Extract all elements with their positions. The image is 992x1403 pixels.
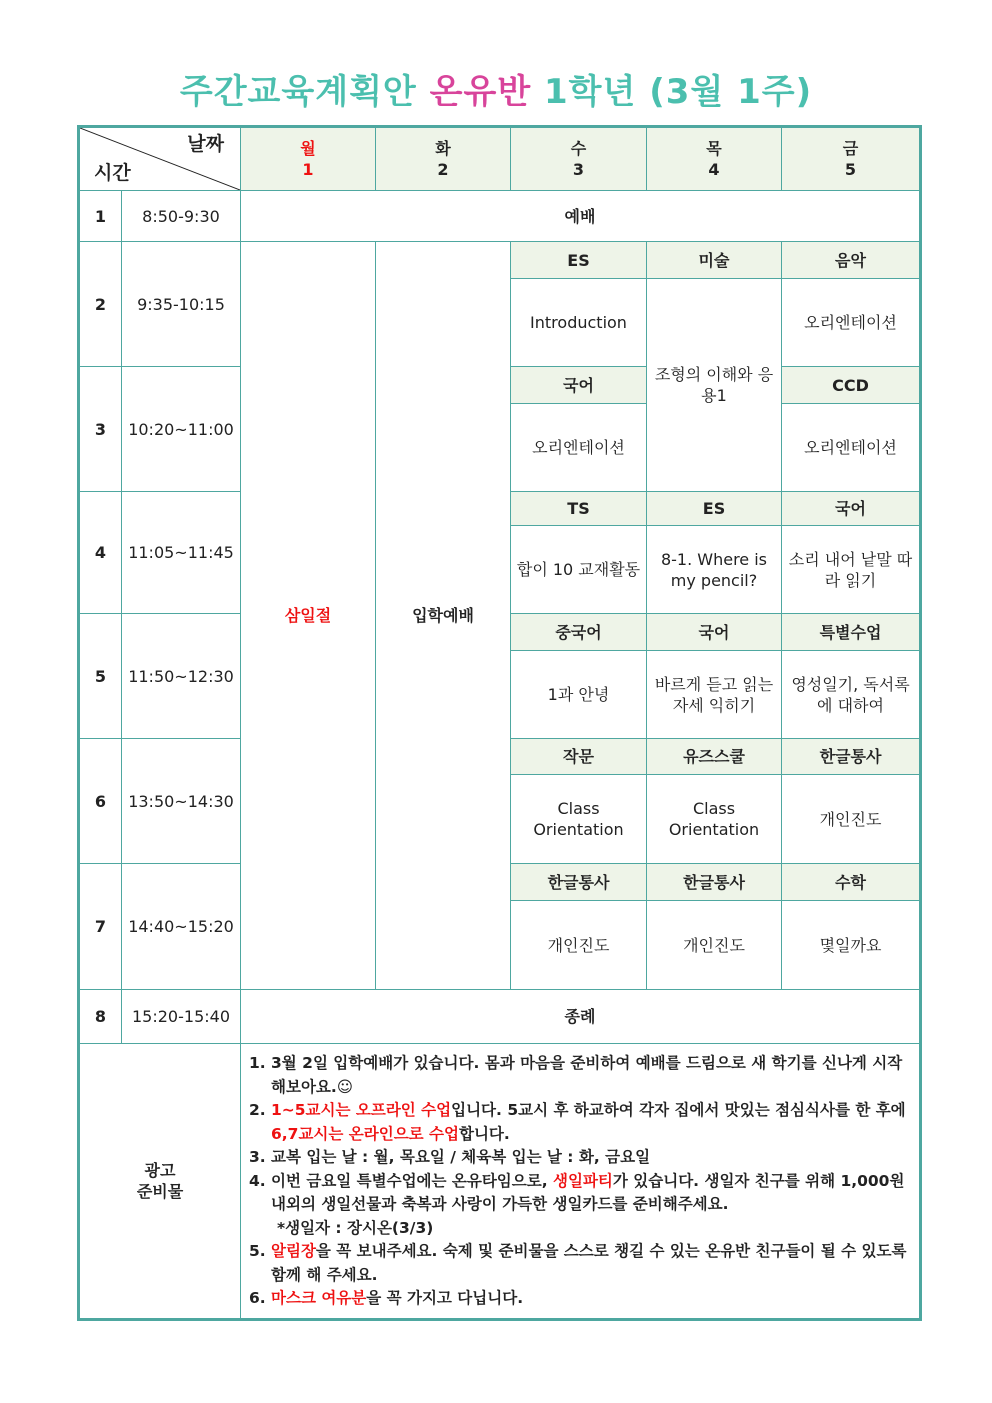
subject-label: 유즈스쿨 bbox=[647, 739, 782, 775]
header-day-wed bbox=[511, 127, 647, 191]
notes-row bbox=[79, 1044, 921, 1320]
period-number: 1 bbox=[79, 191, 122, 242]
day-name: 화 bbox=[435, 139, 451, 158]
day-date: 5 bbox=[844, 160, 857, 179]
notice-item: 4. 이번 금요일 특별수업에는 온유타임으로, 생일파티가 있습니다. 생일자 친구를 위해 1,000원 내외의 생일선물과 축복과 사랑이 가득한 생일카드를 준비해주세요. *생일자 : 장시온(3/3) bbox=[249, 1171, 905, 1237]
title-plan: 주간교육계획안 bbox=[179, 72, 417, 112]
day-name: 금 bbox=[842, 139, 859, 158]
header-day-thu bbox=[647, 127, 782, 191]
subject-label: 한글통사 bbox=[647, 864, 782, 901]
lesson-content: 개인진도 bbox=[782, 775, 921, 864]
lesson-content: 오리엔테이션 bbox=[782, 279, 921, 367]
day-name: 수 bbox=[570, 139, 587, 158]
period-number: 5 bbox=[79, 614, 122, 739]
day-date: 2 bbox=[437, 160, 449, 179]
lesson-content: Class Orientation bbox=[511, 775, 647, 864]
lesson-content: 1과 안녕 bbox=[511, 651, 647, 739]
period-time: 8:50-9:30 bbox=[122, 191, 241, 242]
period-row-8 bbox=[79, 990, 921, 1044]
monday-holiday-cell: 삼일절 bbox=[241, 242, 376, 990]
period-time: 13:50~14:30 bbox=[122, 739, 241, 864]
header-day-mon bbox=[241, 127, 376, 191]
header-day-tue bbox=[376, 127, 511, 191]
subject-label: 작문 bbox=[511, 739, 647, 775]
subject-label: 국어 bbox=[511, 367, 647, 404]
title-class: 온유반 bbox=[429, 72, 532, 112]
day-date: 3 bbox=[572, 160, 585, 179]
lesson-content: 8-1. Where is my pencil? bbox=[647, 526, 782, 614]
subject-label: 한글통사 bbox=[511, 864, 647, 901]
lesson-content: 개인진도 bbox=[647, 901, 782, 990]
corner-time-label: 시간 bbox=[94, 162, 131, 184]
lesson-content: 오리엔테이션 bbox=[782, 404, 921, 492]
subject-label: ES bbox=[511, 242, 647, 279]
lesson-content: 소리 내어 낱말 따라 읽기 bbox=[782, 526, 921, 614]
period-number: 7 bbox=[79, 864, 122, 990]
birthday-note: *생일자 : 장시온(3/3) bbox=[277, 1218, 434, 1237]
notice-item: 1. 3월 2일 입학예배가 있습니다. 몸과 마음을 준비하여 예배를 드림으로 새 학기를 신나게 시작해보아요.☺ bbox=[249, 1054, 903, 1096]
subject-label: ES bbox=[647, 492, 782, 526]
lesson-content: Class Orientation bbox=[647, 775, 782, 864]
notes-label-supplies: 준비물 bbox=[136, 1182, 184, 1201]
subject-label: 음악 bbox=[782, 242, 921, 279]
tuesday-ceremony-cell: 입학예배 bbox=[376, 242, 511, 990]
corner-date-label: 날짜 bbox=[187, 133, 224, 155]
lesson-content: 영성일기, 독서록에 대하여 bbox=[782, 651, 921, 739]
notes-label bbox=[79, 1044, 241, 1320]
day-date: 1 bbox=[302, 160, 314, 179]
page-title bbox=[0, 64, 992, 113]
period-number: 3 bbox=[79, 367, 122, 492]
period-number: 6 bbox=[79, 739, 122, 864]
lesson-content: 몇일까요 bbox=[782, 901, 921, 990]
period-time: 15:20-15:40 bbox=[122, 990, 241, 1044]
notice-item: 2. 1~5교시는 오프라인 수업입니다. 5교시 후 하교하여 각자 집에서 맛있는 점심식사를 한 후에 6,7교시는 온라인으로 수업합니다. bbox=[249, 1101, 906, 1143]
lesson-content: Introduction bbox=[511, 279, 647, 367]
subject-label: 한글통사 bbox=[782, 739, 921, 775]
notice-item: 3. 교복 입는 날 : 월, 목요일 / 체육복 입는 날 : 화, 금요일 bbox=[249, 1148, 651, 1166]
dismissal-cell: 종례 bbox=[241, 990, 921, 1044]
subject-label: CCD bbox=[782, 367, 921, 404]
notice-item: 6. 마스크 여유분을 꼭 가지고 다닙니다. bbox=[249, 1289, 524, 1307]
title-grade-week: 1학년 (3월 1주) bbox=[544, 72, 813, 112]
lesson-content: 조형의 이해와 응용1 bbox=[647, 279, 782, 492]
period-time: 14:40~15:20 bbox=[122, 864, 241, 990]
notes-content bbox=[241, 1044, 921, 1320]
subject-label: 미술 bbox=[647, 242, 782, 279]
period-time: 10:20~11:00 bbox=[122, 367, 241, 492]
subject-label: 국어 bbox=[782, 492, 921, 526]
notice-item: 5. 알림장을 꼭 보내주세요. 숙제 및 준비물을 스스로 챙길 수 있는 온유반 친구들이 될 수 있도록 함께 해 주세요. bbox=[249, 1242, 907, 1284]
period-time: 11:05~11:45 bbox=[122, 492, 241, 614]
period-time: 11:50~12:30 bbox=[122, 614, 241, 739]
day-name: 목 bbox=[706, 139, 722, 158]
period-number: 2 bbox=[79, 242, 122, 367]
period-number: 8 bbox=[79, 990, 122, 1044]
period-time: 9:35-10:15 bbox=[122, 242, 241, 367]
lesson-content: 바르게 듣고 읽는 자세 익히기 bbox=[647, 651, 782, 739]
period-2-subject-row bbox=[79, 242, 921, 279]
header-day-fri bbox=[782, 127, 921, 191]
subject-label: 수학 bbox=[782, 864, 921, 901]
subject-label: 국어 bbox=[647, 614, 782, 651]
day-date: 4 bbox=[708, 160, 720, 179]
lesson-content: 오리엔테이션 bbox=[511, 404, 647, 492]
period-number: 4 bbox=[79, 492, 122, 614]
corner-cell bbox=[79, 127, 241, 191]
schedule-table bbox=[77, 125, 922, 1321]
subject-label: 중국어 bbox=[511, 614, 647, 651]
lesson-content: 합이 10 교재활동 bbox=[511, 526, 647, 614]
period-row-1 bbox=[79, 191, 921, 242]
day-name: 월 bbox=[300, 139, 316, 158]
subject-label: 특별수업 bbox=[782, 614, 921, 651]
lesson-content: 개인진도 bbox=[511, 901, 647, 990]
notes-label-announcements: 광고 bbox=[144, 1161, 176, 1180]
subject-label: TS bbox=[511, 492, 647, 526]
worship-cell: 예배 bbox=[241, 191, 921, 242]
header-row bbox=[79, 127, 921, 191]
